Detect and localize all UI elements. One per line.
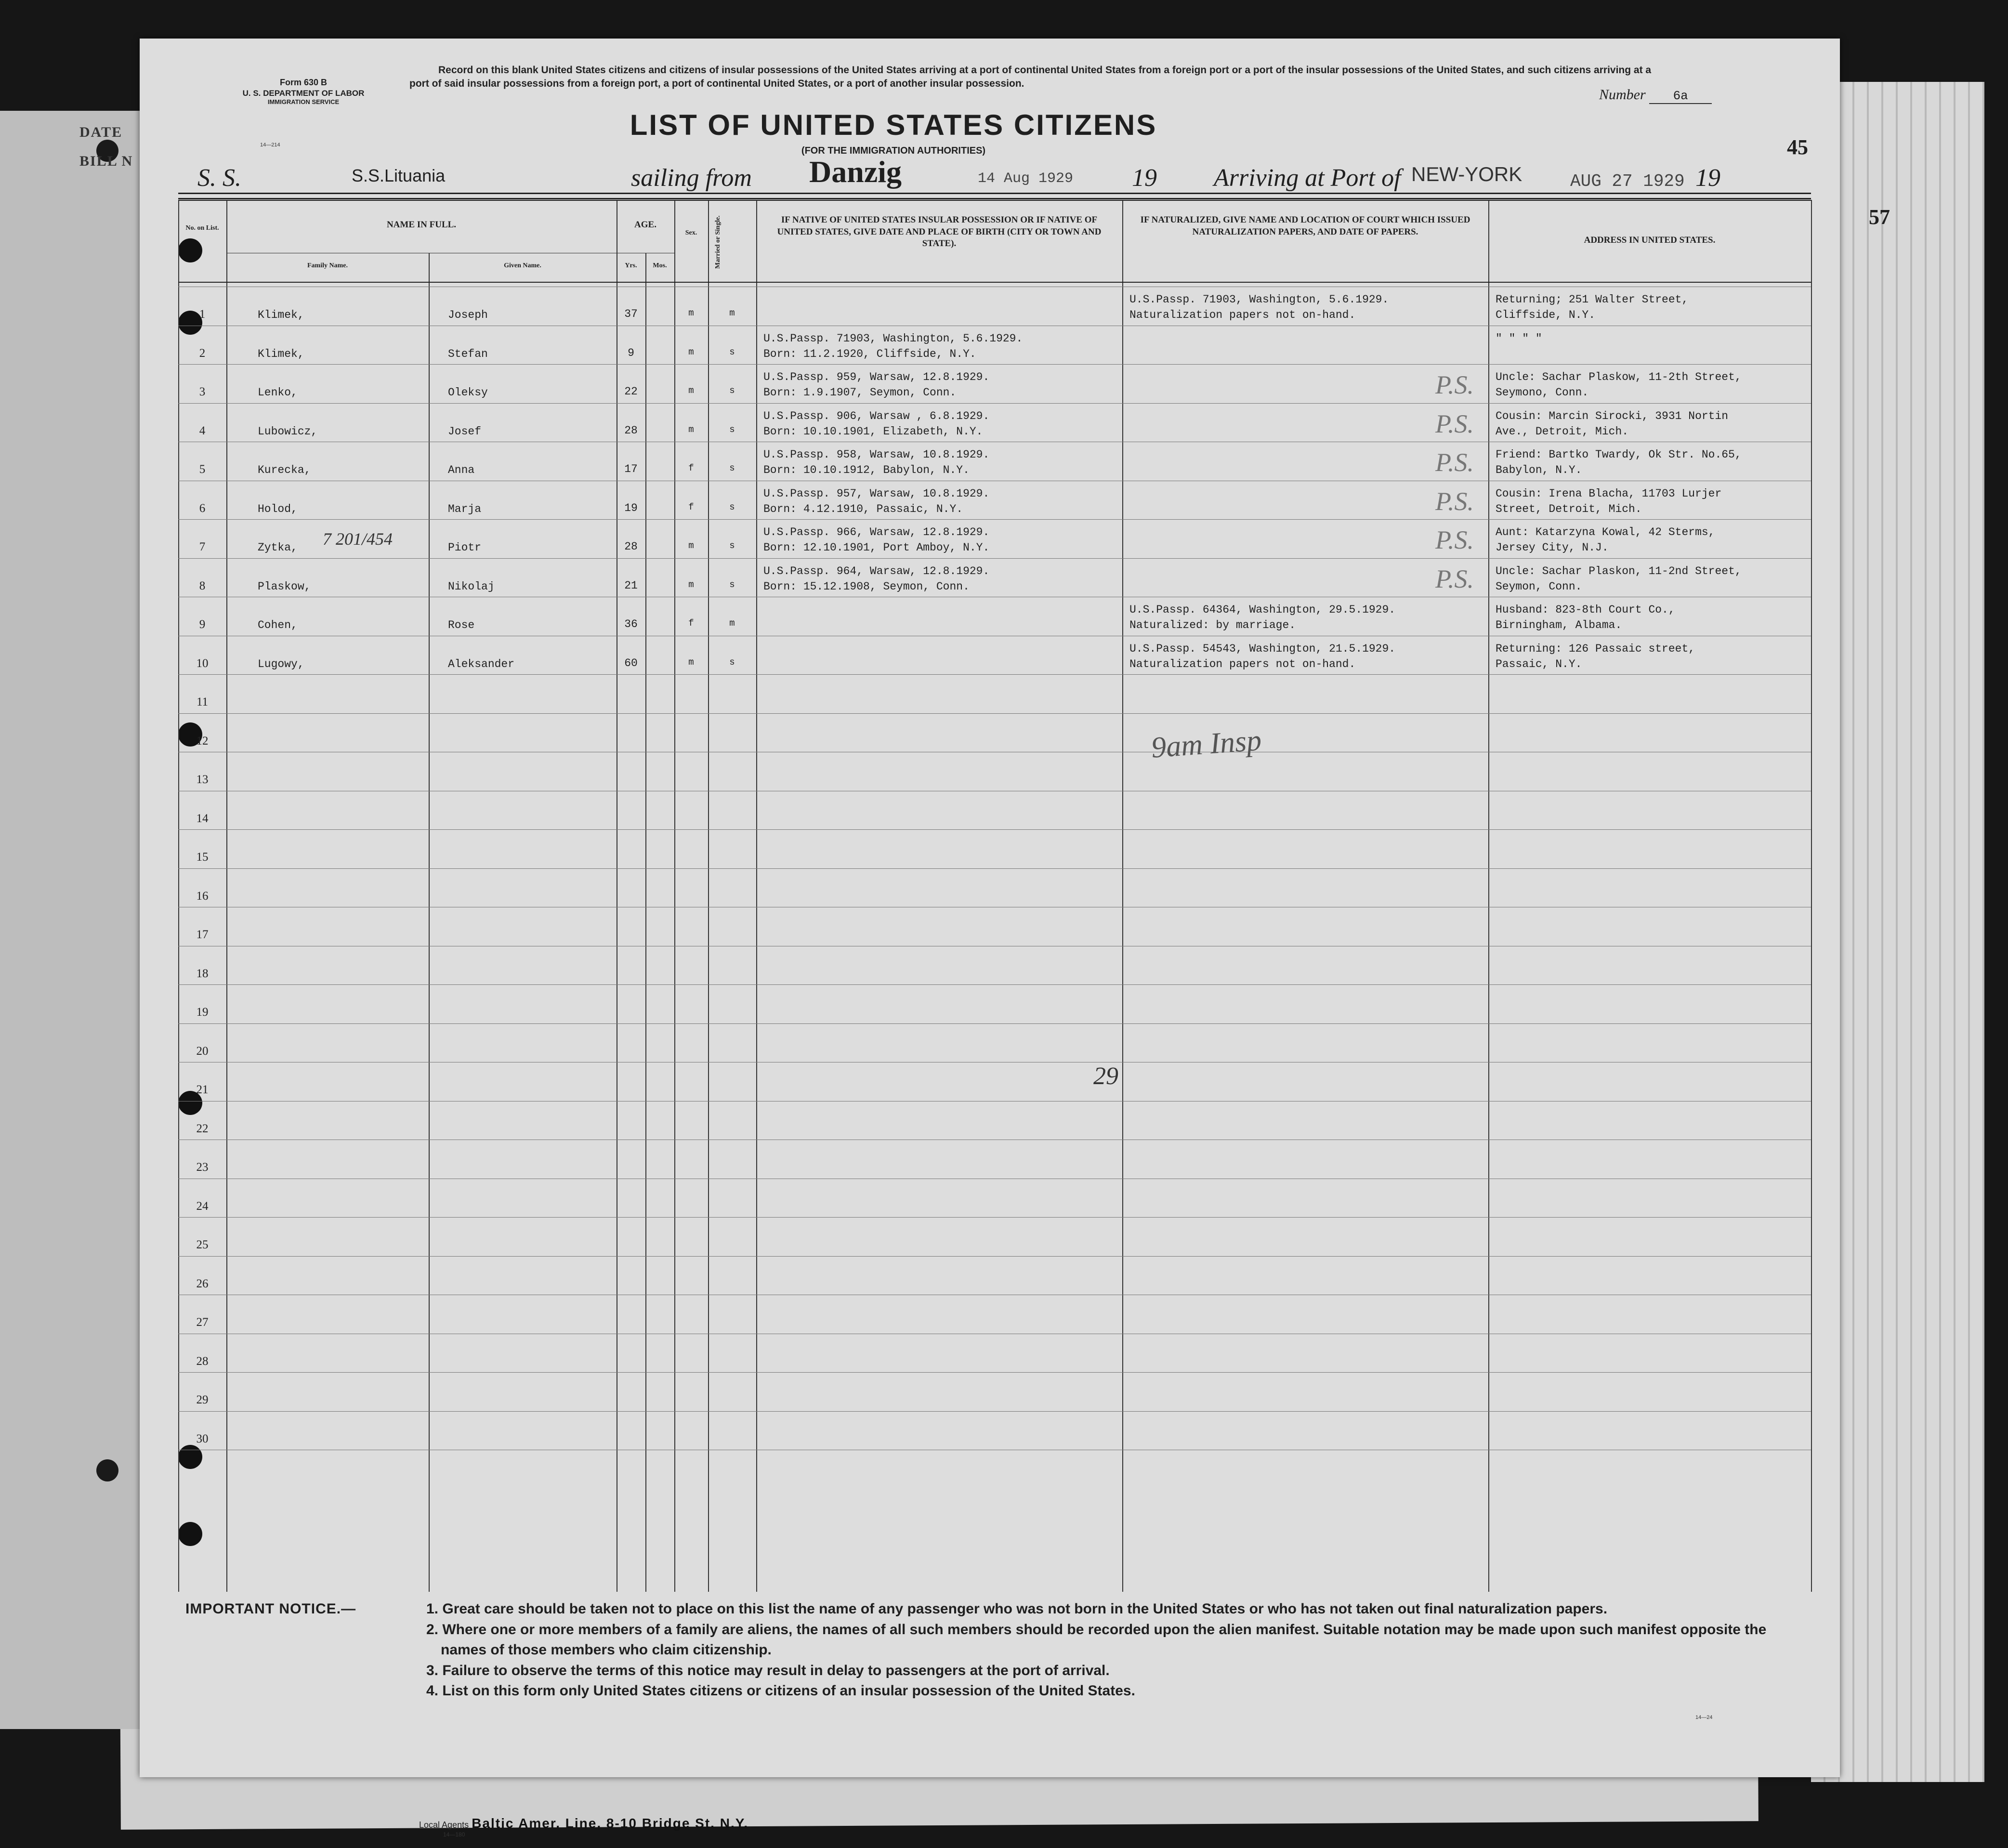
table-row-empty <box>178 1217 1811 1256</box>
handwritten-ps-mark: P.S. <box>1435 409 1474 438</box>
left-edge-text-date: DATE <box>79 124 123 140</box>
form-code-top: 14—214 <box>260 142 280 148</box>
row-line <box>178 200 1811 201</box>
sex: m <box>688 385 694 396</box>
given-name: Joseph <box>448 309 488 321</box>
age-years: 36 <box>624 618 638 630</box>
naturalization-passport: U.S.Passp. 54543, Washington, 21.5.1929. <box>1129 642 1396 655</box>
table-row-empty <box>178 868 1811 907</box>
record-instruction: Record on this blank United States citizens and citizens of insular possessions of the United States arriving at a port of continental United States from a foreign port or a port of the insular possessions of the United States, and such citizens arriving at a port of said insular possessions from a foreign port, a port of continental United States, or a port of another insular possession. <box>409 65 1652 89</box>
native-birth: Born: 1.9.1907, Seymon, Conn. <box>763 386 957 399</box>
table-row-empty <box>178 1372 1811 1411</box>
marital-status: s <box>729 579 735 590</box>
year-label-1: 19 <box>1132 164 1157 192</box>
citizens-table <box>178 200 1811 1592</box>
address-line-2: Ave., Detroit, Mich. <box>1496 425 1629 438</box>
table-row-empty <box>178 713 1811 752</box>
table-row-empty <box>178 752 1811 790</box>
marital-status: s <box>729 424 735 435</box>
ship-name: S.S.Lituania <box>352 166 446 185</box>
family-name: Holod, <box>258 502 298 515</box>
address-line-2: Street, Detroit, Mich. <box>1496 502 1642 515</box>
annotation-row <box>178 519 1811 558</box>
row-number: 26 <box>196 1277 209 1290</box>
header-rule <box>178 193 1811 199</box>
number-value: 6a <box>1649 89 1712 104</box>
native-birth: Born: 15.12.1908, Seymon, Conn. <box>763 580 970 593</box>
row-number: 21 <box>196 1083 209 1096</box>
marital-status: s <box>729 656 735 668</box>
sex: f <box>688 618 694 629</box>
departure-port: Danzig <box>809 155 902 189</box>
row-number: 4 <box>199 424 206 437</box>
marital-status: s <box>729 501 735 512</box>
col-line <box>1811 200 1812 1592</box>
number-label: Number <box>1599 87 1646 103</box>
address-line-2: Seymono, Conn. <box>1496 386 1589 399</box>
notice-item: 2. Where one or more members of a family are aliens, the names of all such members should be recorded upon the alien manifest. Suitable notation may be made upon such manifest opposite the names of those members who claim citizenship. <box>426 1621 1767 1658</box>
page-number: 45 <box>1787 135 1808 159</box>
row-number: 5 <box>199 463 206 476</box>
native-birth: Born: 12.10.1901, Port Amboy, N.Y. <box>763 541 990 554</box>
marital-status: s <box>729 463 735 473</box>
document-title: LIST OF UNITED STATES CITIZENS <box>630 109 1157 141</box>
row-number: 23 <box>196 1161 209 1174</box>
family-name: Plaskow, <box>258 580 311 593</box>
table-row-empty <box>178 1411 1811 1450</box>
handwritten-ps-mark: P.S. <box>1435 486 1474 516</box>
naturalization-note: Naturalization papers not on-hand. <box>1129 309 1356 321</box>
family-name: Cohen, <box>258 619 298 631</box>
handwritten-note: 7 201/454 <box>323 529 393 549</box>
age-years: 37 <box>624 308 638 320</box>
left-edge-text-bill: BILL N <box>79 153 133 169</box>
list-number <box>1599 87 1712 104</box>
local-agents-label: Local Agents <box>419 1820 469 1830</box>
native-birth: Born: 11.2.1920, Cliffside, N.Y. <box>763 347 976 360</box>
given-name: Aleksander <box>448 657 515 670</box>
notice-item: 3. Failure to observe the terms of this notice may result in delay to passengers at the port of arrival. <box>426 1662 1110 1678</box>
form-code-bottom: 14—24 <box>1695 1715 1713 1720</box>
naturalization-passport: U.S.Passp. 64364, Washington, 29.5.1929. <box>1129 603 1396 616</box>
arrival-port: NEW-YORK <box>1411 163 1522 185</box>
row-number: 30 <box>196 1432 209 1445</box>
family-name: Lenko, <box>258 386 298 399</box>
address-line-1: Friend: Bartko Twardy, Ok Str. No.65, <box>1496 448 1742 461</box>
row-number: 28 <box>196 1354 209 1368</box>
family-name: Zytka, <box>258 541 298 554</box>
table-row-empty <box>178 1140 1811 1178</box>
manifest-sheet <box>140 39 1890 1777</box>
row-number: 11 <box>196 695 209 708</box>
handwritten-ps-mark: P.S. <box>1435 448 1474 477</box>
address-line-1: Cousin: Marcin Sirocki, 3931 Nortin <box>1496 409 1729 422</box>
row-number: 9 <box>199 618 206 631</box>
family-name: Lugowy, <box>258 657 304 670</box>
row-number: 25 <box>196 1238 209 1251</box>
row-number: 10 <box>196 656 209 670</box>
family-name: Klimek, <box>258 309 304 321</box>
native-passport: U.S.Passp. 958, Warsaw, 10.8.1929. <box>763 448 990 461</box>
table-row <box>178 287 1811 325</box>
native-passport: U.S.Passp. 71903, Washington, 5.6.1929. <box>763 332 1023 345</box>
notice-item: 4. List on this form only United States citizens or citizens of an insular possession of the United States. <box>426 1683 1135 1699</box>
arrival-date-stamp: AUG 27 1929 <box>1570 171 1685 191</box>
naturalization-note: Naturalized: by marriage. <box>1129 619 1296 631</box>
row-number: 3 <box>199 385 206 398</box>
notice-item: 1. Great care should be taken not to place on this list the name of any passenger who was not born in the United States or who has not taken out final naturalization papers. <box>426 1601 1608 1617</box>
handwritten-tally: 29 <box>1093 1062 1118 1090</box>
sex: m <box>688 656 694 668</box>
document-subtitle: (FOR THE IMMIGRATION AUTHORITIES) <box>801 145 986 156</box>
address-line-2: Seymon, Conn. <box>1496 580 1582 593</box>
year-label-2: 19 <box>1695 164 1720 192</box>
row-number: 18 <box>196 967 209 980</box>
marital-status: s <box>729 346 735 357</box>
age-years: 19 <box>624 501 638 514</box>
table-row-empty <box>178 1023 1811 1062</box>
given-name: Rose <box>448 619 475 631</box>
row-number: 16 <box>196 889 209 903</box>
age-years: 21 <box>624 579 638 592</box>
col-header-sex: Sex. <box>685 229 697 236</box>
table-row-empty <box>178 1062 1811 1101</box>
age-years: 9 <box>628 346 634 359</box>
given-name: Josef <box>448 425 482 438</box>
handwritten-inspector: 9am Insp <box>1150 724 1263 764</box>
given-name: Piotr <box>448 541 482 554</box>
age-years: 28 <box>624 540 638 553</box>
naturalization-passport: U.S.Passp. 71903, Washington, 5.6.1929. <box>1129 293 1389 306</box>
address-line-1: Cousin: Irena Blacha, 11703 Lurjer <box>1496 487 1722 500</box>
address-line-2: Birningham, Albama. <box>1496 619 1622 631</box>
row-number: 12 <box>196 734 209 747</box>
row-number: 14 <box>196 812 209 825</box>
native-passport: U.S.Passp. 957, Warsaw, 10.8.1929. <box>763 487 990 500</box>
sex: m <box>688 579 694 590</box>
age-years: 60 <box>624 656 638 669</box>
table-row <box>178 481 1811 519</box>
table-row-empty <box>178 829 1811 868</box>
address-line-1: Aunt: Katarzyna Kowal, 42 Sterms, <box>1496 526 1715 538</box>
table-row <box>178 442 1811 480</box>
marital-status: s <box>729 540 735 551</box>
table-row <box>178 636 1811 674</box>
marital-status: s <box>729 385 735 396</box>
row-number: 6 <box>199 501 206 515</box>
table-row <box>178 403 1811 442</box>
table-row-empty <box>178 946 1811 984</box>
local-agents-value: Baltic Amer. Line, 8-10 Bridge St. N.Y. <box>472 1816 749 1831</box>
native-passport: U.S.Passp. 906, Warsaw , 6.8.1929. <box>763 409 990 422</box>
col-header-address: ADDRESS IN UNITED STATES. <box>1584 235 1716 245</box>
col-header-yrs: Yrs. <box>625 262 637 269</box>
age-years: 28 <box>624 424 638 437</box>
family-name: Lubowicz, <box>258 425 318 438</box>
handwritten-ps-mark: P.S. <box>1435 564 1474 593</box>
given-name: Anna <box>448 464 475 476</box>
table-row <box>178 597 1811 635</box>
col-header-native: IF NATIVE OF UNITED STATES INSULAR POSSESSION OR IF NATIVE OF UNITED STATES, GIVE DATE AND PLACE OF BIRTH (CITY OR TOWN AND STATE). <box>777 215 1102 249</box>
sex: m <box>688 540 694 551</box>
address-line-1: " " " " <box>1496 332 1542 345</box>
native-birth: Born: 10.10.1901, Elizabeth, N.Y. <box>763 425 983 438</box>
age-years: 22 <box>624 385 638 398</box>
address-line-2: Cliffside, N.Y. <box>1496 309 1596 321</box>
address-line-1: Returning: 126 Passaic street, <box>1496 642 1695 655</box>
col-header-no: No. on List. <box>185 224 219 232</box>
row-number: 24 <box>196 1199 209 1213</box>
ss-label: S. S. <box>197 164 241 192</box>
handwritten-ps-mark: P.S. <box>1435 525 1474 554</box>
header-bottom-line <box>178 282 1811 283</box>
col-header-given: Given Name. <box>504 262 541 269</box>
row-number: 22 <box>196 1122 209 1135</box>
address-line-1: Returning; 251 Walter Street, <box>1496 293 1689 306</box>
age-years: 17 <box>624 463 638 475</box>
sex: m <box>688 308 694 318</box>
sex: f <box>688 501 694 512</box>
col-header-married: Married or Single. <box>714 215 722 269</box>
binding-hole <box>96 1459 118 1481</box>
marital-status: m <box>729 308 735 318</box>
table-row <box>178 558 1811 597</box>
table-row-empty <box>178 1295 1811 1333</box>
table-row-empty <box>178 791 1811 829</box>
departure-date: 14 Aug 1929 <box>978 170 1074 187</box>
col-header-age: AGE. <box>634 220 656 230</box>
col-header-mos: Mos. <box>653 262 667 269</box>
native-passport: U.S.Passp. 964, Warsaw, 12.8.1929. <box>763 564 990 577</box>
native-birth: Born: 4.12.1910, Passaic, N.Y. <box>763 502 963 515</box>
row-number: 29 <box>196 1393 209 1406</box>
sailing-from-label: sailing from <box>631 164 752 192</box>
given-name: Oleksy <box>448 386 488 399</box>
sex: f <box>688 463 694 473</box>
address-line-2: Passaic, N.Y. <box>1496 657 1582 670</box>
col-header-family: Family Name. <box>307 262 348 269</box>
naturalization-note: Naturalization papers not on-hand. <box>1129 657 1356 670</box>
table-row-empty <box>178 674 1811 713</box>
address-line-2: Jersey City, N.J. <box>1496 541 1609 554</box>
table-row-empty <box>178 1256 1811 1295</box>
address-line-1: Husband: 823-8th Court Co., <box>1496 603 1675 616</box>
table-row-empty <box>178 984 1811 1023</box>
sex: m <box>688 346 694 357</box>
handwritten-ps-mark: P.S. <box>1435 370 1474 399</box>
native-passport: U.S.Passp. 966, Warsaw, 12.8.1929. <box>763 526 990 538</box>
table-row-empty <box>178 1179 1811 1217</box>
row-number: 15 <box>196 851 209 864</box>
row-number: 1 <box>199 308 206 321</box>
row-number: 17 <box>196 928 209 941</box>
side-page-number: 57 <box>1869 205 1890 229</box>
native-birth: Born: 10.10.1912, Babylon, N.Y. <box>763 464 970 476</box>
table-row <box>178 364 1811 403</box>
address-line-1: Uncle: Sachar Plaskow, 11-2th Street, <box>1496 371 1742 383</box>
given-name: Nikolaj <box>448 580 495 593</box>
row-number: 7 <box>199 540 206 553</box>
sex: m <box>688 424 694 435</box>
service-name: IMMIGRATION SERVICE <box>267 98 340 105</box>
left-binding-pages <box>0 111 144 1729</box>
table-row-empty <box>178 1334 1811 1372</box>
row-number: 13 <box>196 773 209 786</box>
row-number: 19 <box>196 1006 209 1019</box>
row-number: 8 <box>199 579 206 592</box>
local-agents-code: 14—180 <box>443 1831 465 1838</box>
native-passport: U.S.Passp. 959, Warsaw, 12.8.1929. <box>763 371 990 383</box>
col-header-naturalized: IF NATURALIZED, GIVE NAME AND LOCATION OF COURT WHICH ISSUED NATURALIZATION PAPERS, AND DATE OF PAPERS. <box>1140 215 1470 237</box>
form-header <box>202 77 405 106</box>
row-number: 20 <box>196 1044 209 1058</box>
row-number: 27 <box>196 1316 209 1329</box>
given-name: Stefan <box>448 347 488 360</box>
address-line-2: Babylon, N.Y. <box>1496 464 1582 476</box>
table-row-empty <box>178 1101 1811 1140</box>
family-name: Klimek, <box>258 347 304 360</box>
address-line-1: Uncle: Sachar Plaskon, 11-2nd Street, <box>1496 564 1742 577</box>
marital-status: m <box>729 618 735 629</box>
notice-label: IMPORTANT NOTICE.— <box>185 1601 356 1617</box>
local-agents <box>419 1816 748 1838</box>
family-name: Kurecka, <box>258 464 311 476</box>
row-number: 2 <box>199 346 206 360</box>
table-row <box>178 326 1811 364</box>
table-row-empty <box>178 907 1811 945</box>
arriving-label: Arriving at Port of <box>1214 164 1401 192</box>
given-name: Marja <box>448 502 482 515</box>
col-header-name: NAME IN FULL. <box>386 220 457 230</box>
department-name: U. S. DEPARTMENT OF LABOR <box>242 88 365 98</box>
form-number: Form 630 B <box>279 78 328 87</box>
